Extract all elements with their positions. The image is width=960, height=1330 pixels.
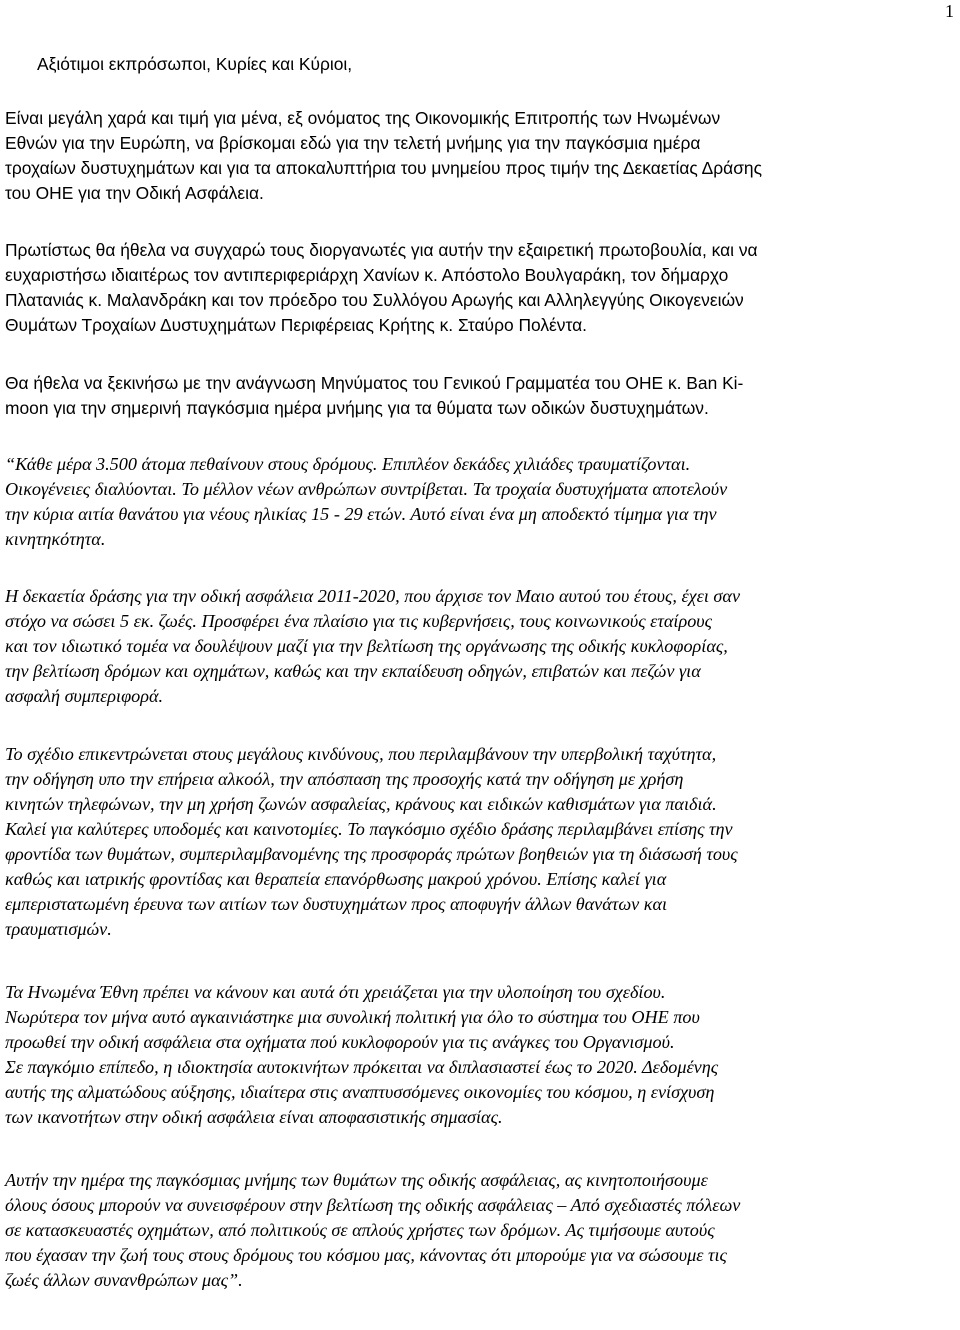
- quote-paragraph-5-line-4: που έχασαν την ζωή τους στους δρόμους του κόσμου μας, κάνοντας ότι μπορούμε για να σώσουμε τις: [5, 1245, 727, 1265]
- quote-paragraph-4-line-1: Τα Ηνωμένα Έθνη πρέπει να κάνουν και αυτά ότι χρειάζεται για την υλοποίηση του σχεδίου.: [5, 982, 666, 1002]
- quote-paragraph-2-line-4: την βελτίωση δρόμων και οχημάτων, καθώς και την εκπαίδευση οδηγών, επιβατών και πεζών για: [5, 661, 701, 681]
- paragraph-2-line-2: ευχαριστήσω ιδιαιτέρως τον αντιπεριφεριάρχη Χανίων κ. Απόστολο Βουλγαράκη, τον δήμαρχο: [5, 265, 729, 285]
- quote-paragraph-5-line-5: ζωές άλλων συνανθρώπων μας”.: [5, 1270, 243, 1290]
- paragraph-2-line-3: Πλατανιάς κ. Μαλανδράκη και τον πρόεδρο του Συλλόγου Αρωγής και Αλληλεγγύης Οικογενειών: [5, 290, 744, 310]
- quote-paragraph-3-line-8: τραυματισμών.: [5, 919, 112, 939]
- quote-paragraph-3-line-7: εμπεριστατωμένη έρευνα των αιτίων των δυστυχημάτων προς αποφυγήν άλλων θανάτων και: [5, 894, 668, 914]
- quote-paragraph-5-line-3: σε κατασκευαστές οχημάτων, από πολιτικούς σε απλούς χρήστες των δρόμων. Ας τιμήσουμε αυτούς: [5, 1220, 715, 1240]
- quote-paragraph-3-line-5: φροντίδα των θυμάτων, συμπεριλαμβανομένης της προσφοράς πρώτων βοηθειών για τη διάσωσή τους: [5, 844, 738, 864]
- quote-paragraph-4-line-5: αυτής της αλματώδους αύξησης, ιδιαίτερα στις αναπτυσσόμενες οικονομίες του κόσμου, η ενίσχυση: [5, 1082, 715, 1102]
- quote-paragraph-4-line-2: Νωρύτερα τον μήνα αυτό αγκαινιάστηκε μια συνολική πολιτική για όλο το σύστημα του ΟΗΕ που: [5, 1007, 700, 1027]
- quote-paragraph-2-line-5: ασφαλή συμπεριφορά.: [5, 686, 164, 706]
- quote-paragraph-3-line-6: καθώς και ιατρικής φροντίδας και θεραπεία επανόρθωσης μακρού χρόνου. Επίσης καλεί για: [5, 869, 667, 889]
- quote-paragraph-1-line-2: Οικογένειες διαλύονται. Το μέλλον νέων ανθρώπων συντρίβεται. Τα τροχαία δυστυχήματα αποτελούν: [5, 479, 728, 499]
- paragraph-2-line-4: Θυμάτων Τροχαίων Δυστυχημάτων Περιφέρειας Κρήτης κ. Σταύρο Πολέντα.: [5, 315, 588, 335]
- quote-paragraph-3-line-1: Το σχέδιο επικεντρώνεται στους μεγάλους κινδύνους, που περιλαμβάνουν την υπερβολική ταχύτητα,: [5, 744, 717, 764]
- paragraph-1-line-2: Εθνών για την Ευρώπη, να βρίσκομαι εδώ για την τελετή μνήμης για την παγκόσμια ημέρα: [5, 133, 701, 153]
- paragraph-1-line-4: του ΟΗΕ για την Οδική Ασφάλεια.: [5, 183, 264, 203]
- quote-paragraph-1-line-3: την κύρια αιτία θανάτου για νέους ηλικίας 15 - 29 ετών. Αυτό είναι ένα μη αποδεκτό τίμημα για την: [5, 504, 717, 524]
- quote-paragraph-4-line-6: των ικανοτήτων στην οδική ασφάλεια είναι αποφασιστικής σημασίας.: [5, 1107, 503, 1127]
- paragraph-3-line-2: moon για την σημερινή παγκόσμια ημέρα μνήμης για τα θύματα των οδικών δυστυχημάτων.: [5, 398, 709, 418]
- page-number: 1: [945, 1, 954, 21]
- quote-paragraph-3-line-3: κινητών τηλεφώνων, την μη χρήση ζωνών ασφαλείας, κράνους και ειδικών καθισμάτων για παιδιά.: [5, 794, 717, 814]
- quote-paragraph-3-line-4: Καλεί για καλύτερες υποδομές και καινοτομίες. Το παγκόσμιο σχέδιο δράσης περιλαμβάνει επίσης την: [5, 819, 733, 839]
- quote-paragraph-5-line-2: όλους όσους μπορούν να συνεισφέρουν στην βελτίωση της οδικής ασφάλειας – Από σχεδιαστές πόλεων: [5, 1195, 741, 1215]
- quote-paragraph-1-line-1: “Κάθε μέρα 3.500 άτομα πεθαίνουν στους δρόμους. Επιπλέον δεκάδες χιλιάδες τραυματίζονται.: [5, 454, 691, 474]
- quote-paragraph-3-line-2: την οδήγηση υπο την επήρεια αλκοόλ, την απόσπαση της προσοχής κατά την οδήγηση με χρήση: [5, 769, 684, 789]
- paragraph-1-line-1: Είναι μεγάλη χαρά και τιμή για μένα, εξ ονόματος της Οικονομικής Επιτροπής των Ηνωμένων: [5, 108, 721, 128]
- quote-paragraph-1-line-4: κινητηκότητα.: [5, 529, 106, 549]
- quote-paragraph-5-line-1: Αυτήν την ημέρα της παγκόσμιας μνήμης των θυμάτων της οδικής ασφάλειας, ας κινητοποιήσουμε: [5, 1170, 708, 1190]
- quote-paragraph-4-line-3: προωθεί την οδική ασφάλεια στα οχήματα πού κυκλοφορούν για τις ανάγκες του Οργανισμού.: [5, 1032, 675, 1052]
- quote-paragraph-2-line-2: στόχο να σώσει 5 εκ. ζωές. Προσφέρει ένα πλαίσιο για τις κυβερνήσεις, τους κοινωνικούς εταίρους: [5, 611, 713, 631]
- paragraph-2-line-1: Πρωτίστως θα ήθελα να συγχαρώ τους διοργανωτές για αυτήν την εξαιρετική πρωτοβουλία, και να: [5, 240, 758, 260]
- greeting: Αξιότιμοι εκπρόσωποι, Κυρίες και Κύριοι,: [37, 54, 353, 74]
- paragraph-3-line-1: Θα ήθελα να ξεκινήσω με την ανάγνωση Μηνύματος του Γενικού Γραμματέα του ΟΗΕ κ. Ban Ki-: [5, 373, 744, 393]
- quote-paragraph-2-line-1: Η δεκαετία δράσης για την οδική ασφάλεια 2011-2020, που άρχισε τον Μαιο αυτού του έτους, έχει σαν: [5, 586, 741, 606]
- paragraph-1-line-3: τροχαίων δυστυχημάτων και για τα αποκαλυπτήρια του μνημείου προς τιμήν της Δεκαετίας Δράσης: [5, 158, 762, 178]
- quote-paragraph-4-line-4: Σε παγκόμιο επίπεδο, η ιδιοκτησία αυτοκινήτων πρόκειται να διπλασιαστεί έως το 2020. Δεδομένης: [5, 1057, 719, 1077]
- quote-paragraph-2-line-3: και τον ιδιωτικό τομέα να δουλέψουν μαζί για την βελτίωση της οργάνωσης της οδικής κυκλοφορίας,: [5, 636, 728, 656]
